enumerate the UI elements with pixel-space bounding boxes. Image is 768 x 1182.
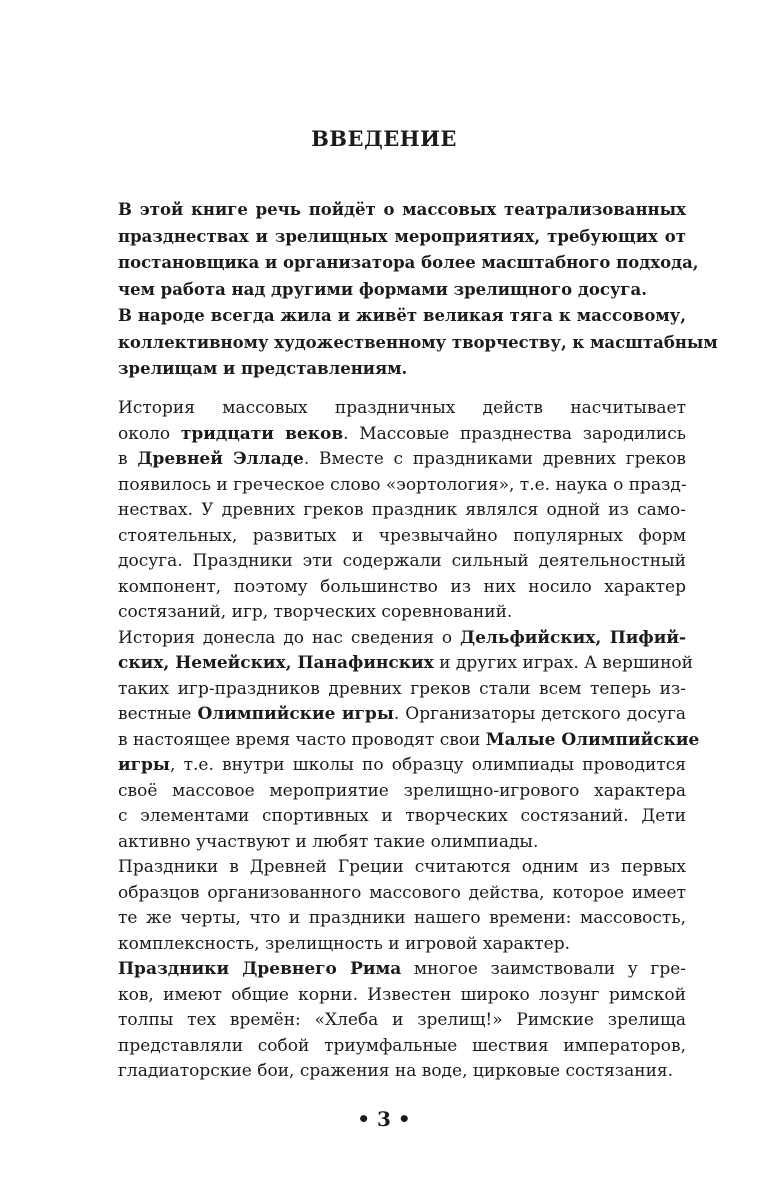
- bold-text: тридцати веков: [180, 423, 344, 444]
- text-run: состязаний, игр, творческих соревнований.: [118, 602, 513, 622]
- bold-text: Олимпийские игры: [197, 704, 394, 724]
- text-line: постановщика и организатора более масштабного подхода,: [118, 253, 699, 272]
- text-run: История донесла до нас сведения о: [118, 627, 460, 648]
- bold-text: игры: [118, 755, 170, 775]
- text-line: [86, 702, 686, 728]
- text-line: [86, 549, 686, 575]
- body-paragraph: [86, 626, 700, 856]
- text-line: [86, 600, 686, 626]
- text-line: В народе всегда жила и живёт великая тяга к массовому,: [118, 306, 686, 325]
- text-run: с элементами спортивных и творческих состязаний. Дети: [118, 806, 686, 826]
- text-line: [86, 983, 686, 1009]
- text-run: Праздники в Древней Греции считаются одним из первых: [118, 857, 686, 877]
- bold-text: Древней Элладе: [137, 449, 304, 469]
- text-line: [86, 498, 686, 524]
- text-line: чем работа над другими формами зрелищного досуга.: [118, 279, 647, 299]
- text-line: [86, 957, 686, 983]
- text-run: гладиаторские бои, сражения на воде, цирковые состязания.: [118, 1061, 674, 1081]
- bold-text: Малые Олимпийские: [485, 729, 700, 750]
- text-line: [86, 473, 686, 499]
- text-run: появилось и греческое слово «эортология», т.е. наука о празд-: [118, 474, 687, 495]
- text-run: и других играх. А вершиной: [433, 653, 693, 673]
- bold-text: ских, Немейских, Панафинских: [118, 653, 434, 673]
- text-run: компонент, поэтому большинство из них носило характер: [118, 576, 686, 597]
- text-run: активно участвуют и любят такие олимпиады.: [118, 831, 539, 852]
- chapter-title: ВВЕДЕНИЕ: [311, 126, 457, 151]
- text-line: [86, 932, 686, 958]
- main-text: [86, 396, 700, 1085]
- text-run: ков, имеют общие корни. Известен широко лозунг римской: [118, 984, 686, 1005]
- text-run: образцов организованного массового действа, которое имеет: [118, 882, 686, 903]
- body-paragraph: [86, 396, 686, 626]
- text-run: в: [118, 449, 138, 469]
- text-run: представляли собой триумфальные шествия императоров,: [118, 1035, 686, 1056]
- intro-section: [86, 197, 718, 383]
- text-line: [86, 1059, 686, 1085]
- text-run: . Массовые празднества зародились: [343, 423, 686, 444]
- text-line: [86, 524, 686, 550]
- text-line: [86, 855, 686, 881]
- text-line: [86, 422, 686, 448]
- text-line: [86, 1034, 686, 1060]
- text-run: в настоящее время часто проводят свои: [118, 729, 486, 750]
- intro-paragraph: [86, 197, 699, 303]
- text-line: [86, 651, 693, 677]
- text-line: [86, 779, 686, 805]
- body-paragraph: [86, 855, 686, 957]
- body-paragraph: [86, 957, 686, 1085]
- page-number: • 3 •: [357, 1107, 411, 1131]
- bold-text: Праздники Древнего Рима: [118, 959, 402, 979]
- text-line: [86, 396, 686, 422]
- text-run: те же черты, что и праздники нашего времени: массовость,: [118, 908, 686, 928]
- text-line: [86, 447, 686, 473]
- text-line: празднествах и зрелищных мероприятиях, требующих от: [118, 226, 686, 246]
- text-run: стоятельных, развитых и чрезвычайно популярных форм: [118, 525, 686, 546]
- text-run: вестные: [118, 704, 198, 724]
- intro-paragraph: [86, 303, 718, 383]
- text-run: около: [118, 423, 181, 444]
- text-run: многое заимствовали у гре-: [401, 959, 687, 979]
- text-run: досуга. Праздники эти содержали сильный деятельностный: [118, 551, 686, 571]
- bold-text: Дельфийских, Пифий-: [460, 627, 686, 648]
- text-run: . Вместе с праздниками древних греков: [303, 449, 686, 469]
- text-line: [86, 575, 686, 601]
- text-line: [86, 830, 686, 856]
- text-run: своё массовое мероприятие зрелищно-игрового характера: [118, 780, 686, 801]
- text-line: [86, 753, 686, 779]
- text-run: таких игр-праздников древних греков стали всем теперь из-: [118, 678, 686, 699]
- text-line: [86, 906, 686, 932]
- text-run: . Организаторы детского досуга: [393, 704, 687, 724]
- text-run: толпы тех времён: «Хлеба и зрелищ!» Римские зрелища: [118, 1010, 686, 1030]
- text-line: [86, 728, 700, 754]
- text-line: коллективному художественному творчеству, к масштабным: [118, 332, 718, 352]
- text-run: , т.е. внутри школы по образцу олимпиады проводится: [169, 755, 686, 775]
- text-run: нествах. У древних греков праздник являлся одной из само-: [118, 500, 686, 520]
- text-line: [86, 626, 686, 652]
- text-line: [86, 1008, 686, 1034]
- text-run: История массовых праздничных действ насчитывает: [118, 398, 686, 418]
- text-run: комплексность, зрелищность и игровой характер.: [118, 933, 571, 954]
- text-line: [86, 881, 686, 907]
- text-line: [86, 804, 686, 830]
- text-line: [86, 677, 686, 703]
- text-line: зрелищам и представлениям.: [118, 359, 408, 378]
- text-line: В этой книге речь пойдёт о массовых театрализованных: [118, 200, 686, 219]
